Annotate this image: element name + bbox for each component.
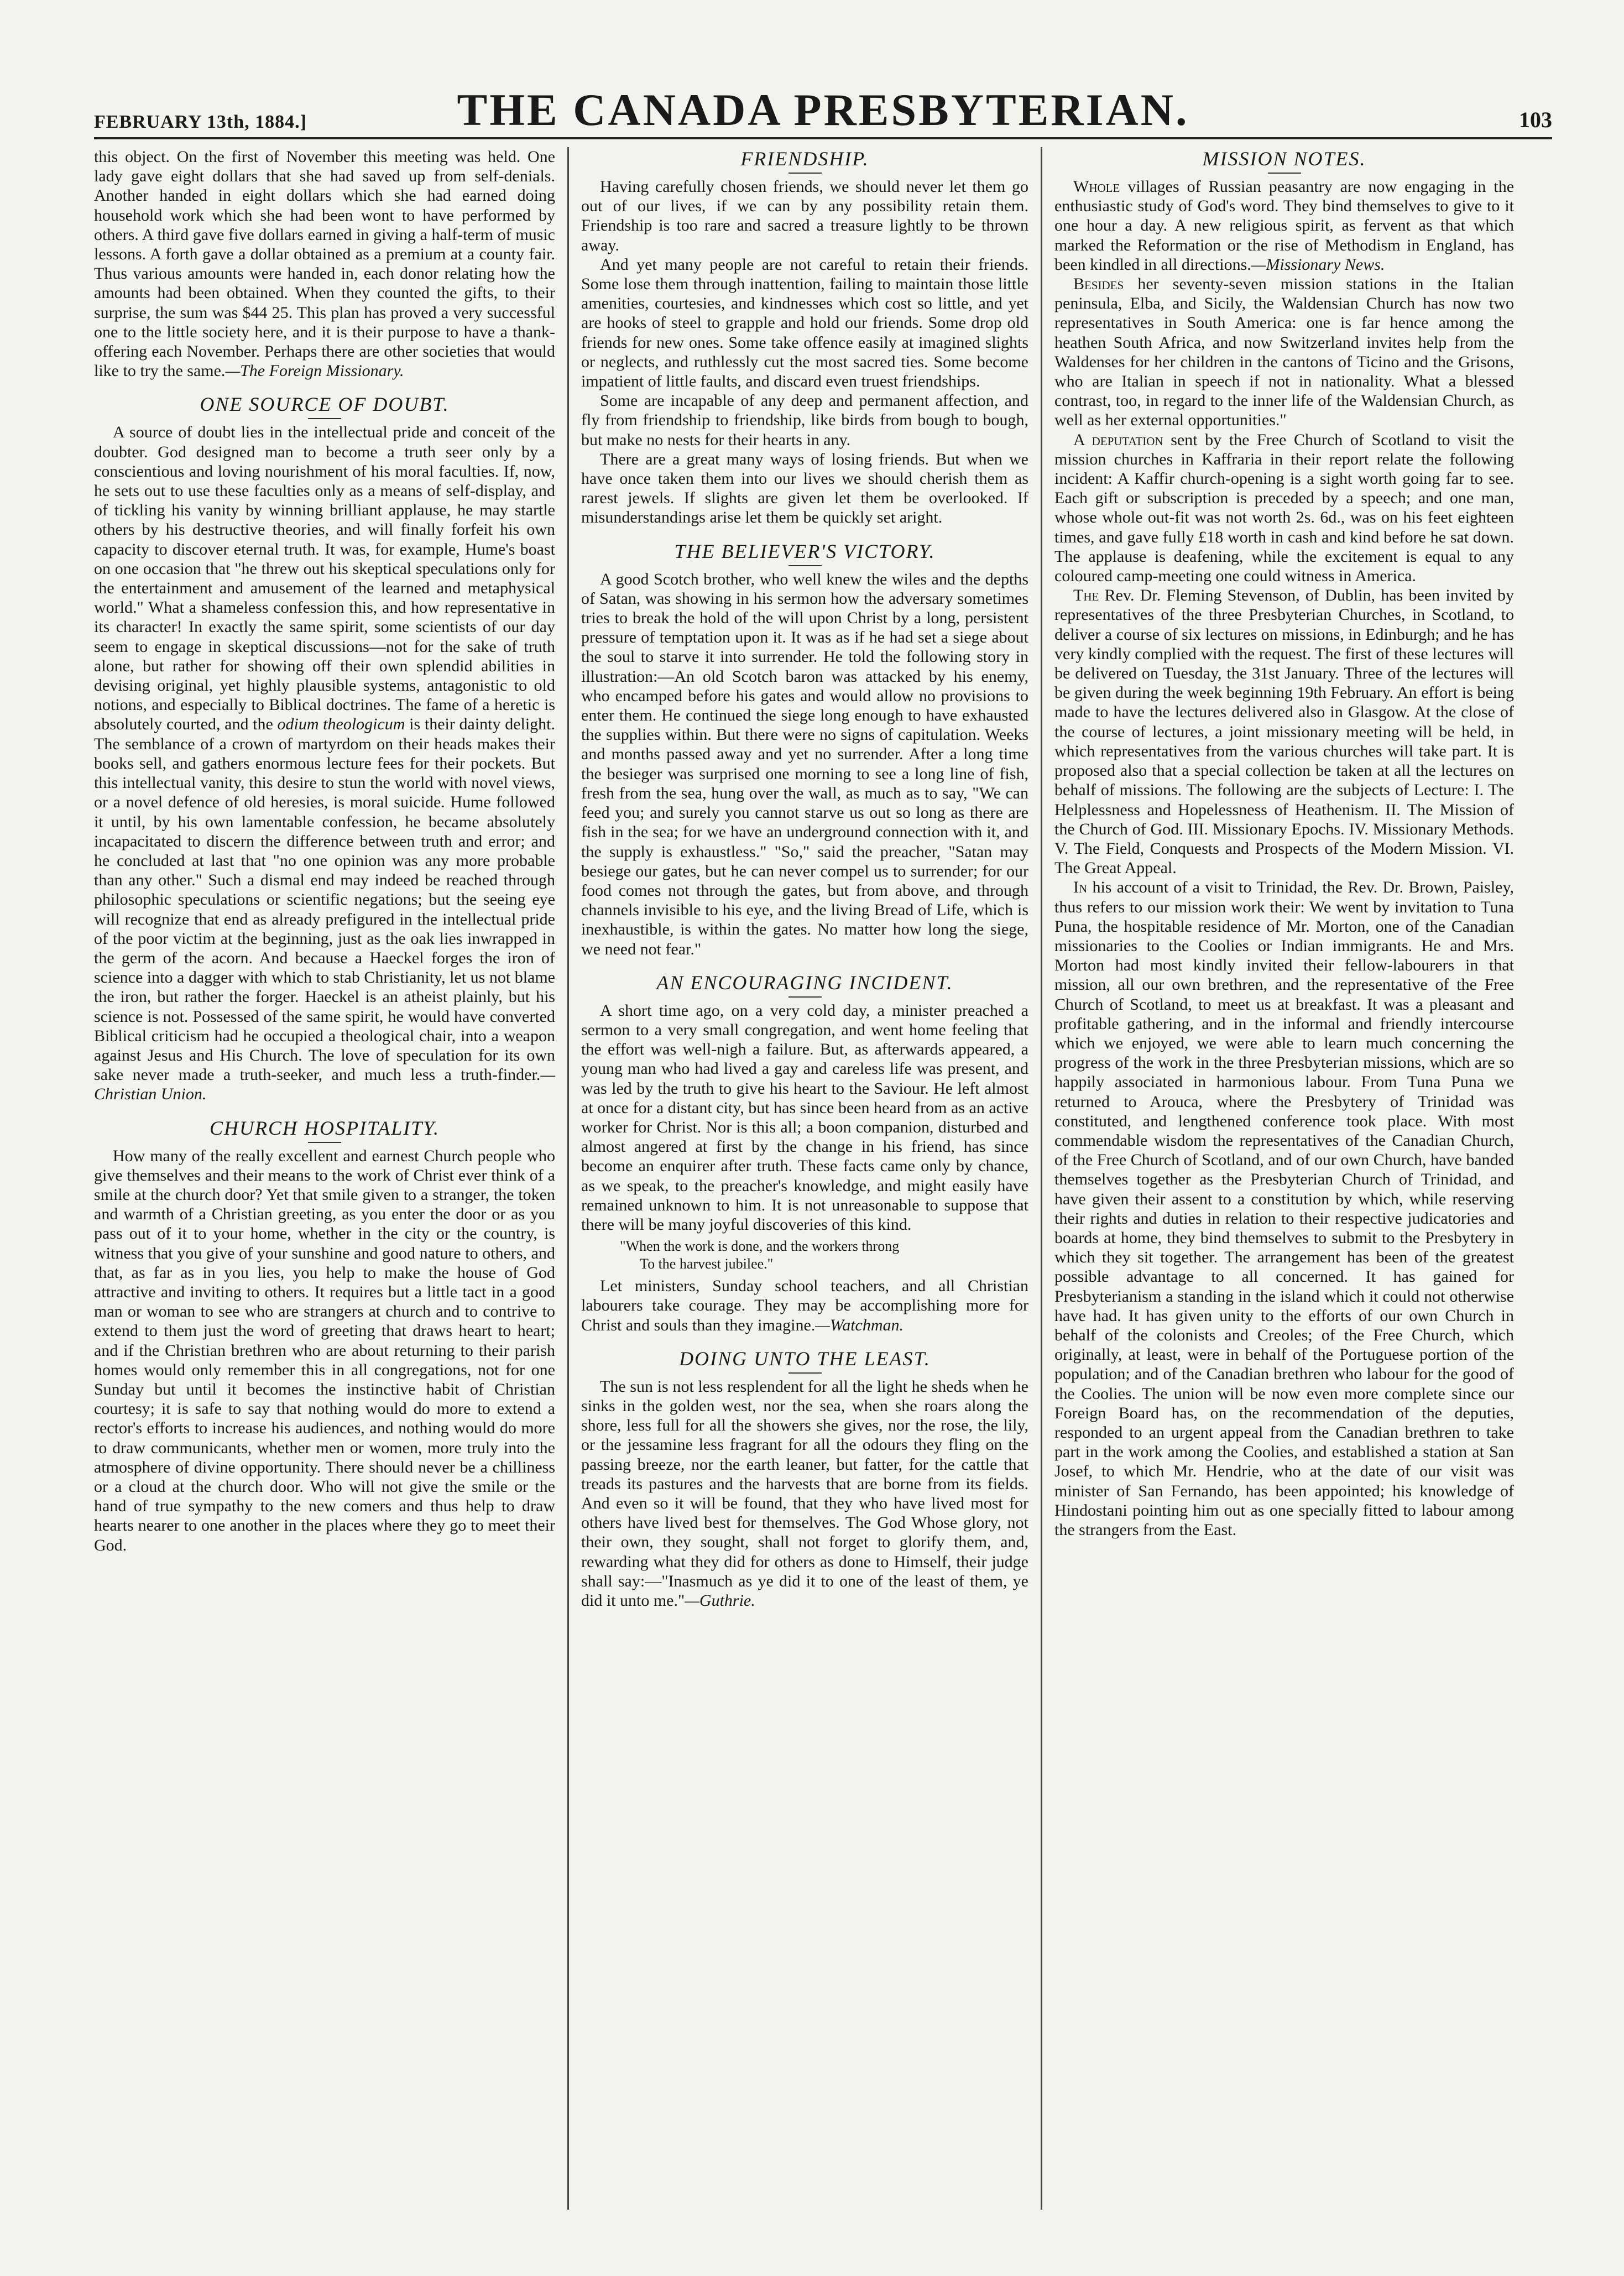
title-rule: [788, 1372, 822, 1374]
article-title-incident: AN ENCOURAGING INCIDENT.: [656, 971, 953, 994]
paragraph: There are a great many ways of losing friends. But when we have once taken them into our lives we should cherish them as rarest jewels. If slights are given let them be overlooked. If misunderstandings arise let them be quickly set aright.: [581, 450, 1028, 527]
source-credit: —Watchman.: [815, 1316, 904, 1334]
source-credit: —Missionary News.: [1251, 255, 1385, 274]
article-title-friendship: FRIENDSHIP.: [740, 148, 869, 170]
quoted-verse: "When the work is done, and the workers throng To the harvest jubilee.": [620, 1238, 900, 1272]
article-title-hospitality: CHURCH HOSPITALITY.: [209, 1116, 440, 1139]
article-body-hospitality: How many of the really excellent and earnest Church people who give themselves and their means to the work of Christ ever think of a smile at the church door? Yet that smile given to a stranger, the token and warmth of a Christian greeting, as you enter the door or as you pass out of it to your home, whether in the city or the country, is witness that you give of your sunshine and good nature to others, and that, as far as in you lies, you help to make the house of God attractive and inviting to others. It requires but a little tact in a good man or woman to see who are strangers at church and to contrive to extend to them just the word of greeting that draws heart to heart; and if the Christian brethren who are about returning to their parish homes would only remember this in all congregations, not for one Sunday but until it becomes the instinctive habit of Christian courtesy; it is safe to say that nothing would do more to extend a rector's efforts to increase his audiences, and nothing would do more to draw communicants, whether men or women, more truly into the atmosphere of divine opportunity. There should never be a chilliness or a cloud at the church door. Who will not give the smile or the hand of true sympathy to the new comers and thus help to draw hearts nearer to one another in the places where they go to meet their God.: [94, 1146, 555, 1554]
column-1: [94, 147, 567, 2210]
paragraph: Let ministers, Sunday school teachers, and all Christian labourers take courage. They may be accomplishing more for Christ and souls than they imagine.—Watchman.: [581, 1277, 1028, 1334]
source-credit: —Guthrie.: [685, 1591, 755, 1610]
mission-note: Whole villages of Russian peasantry are now engaging in the enthusiastic study of God's word. They bind themselves to give to it one hour a day. A new religious spirit, as fervent as that which marked the Reformation or the rise of Methodism in England, has been kindled in all directions.—Missionary News.: [1054, 178, 1514, 274]
paragraph: Having carefully chosen friends, we should never let them go out of our lives, if we can by any possibility retain them. Friendship is too rare and sacred a treasure lightly to be thrown away.: [581, 178, 1028, 254]
title-rule: [788, 173, 822, 174]
title-rule: [788, 996, 822, 998]
title-rule: [308, 418, 341, 419]
mission-note: A deputation sent by the Free Church of Scotland to visit the mission churches in Kaffraria in their report relate the following incident: A Kaffir church-opening is a sight worth going far to see. Each gift or subscription is preceded by a speech; and one man, whose whole out-fit was not worth 2s. 6d., was on his feet eighteen times, and gave fully £18 worth in cash and kind before he sat down. The applause is deafening, while the excitement is equal to any coloured camp-meeting one could witness in America.: [1054, 430, 1514, 586]
title-rule: [788, 565, 822, 566]
source-credit: —The Foreign Missionary.: [225, 362, 404, 380]
paragraph: And yet many people are not careful to retain their friends. Some lose them through inattention, failing to maintain those little amenities, courtesies, and kindnesses which cost so little, and yet are hooks of steel to grapple and hold our friends. Some drop old friends for new ones. Some take offence easily at imagined slights or neglects, and ruthlessly cut the most sacred ties. Some become impatient of little faults, and discard even truest friendships.: [581, 255, 1028, 391]
paragraph: The sun is not less resplendent for all the light he sheds when he sinks in the golden west, nor the sea, when she roars along the shore, less full for all the showers she gives, nor the rose, the lily, or the jessamine less fragrant for all the odours they fling on the passing breeze, nor the earth leaner, but fatter, for the cattle that treads its pastures and the harvests that are borne from its fields. And even so it will be found, that they who have lived most for others have lived best for themselves. The God Whose glory, not their own, they sought, shall not forget to glorify them, and, rewarding what they did for others as done to Himself, their judge shall say:—"Inasmuch as ye did it to one of the least of them, ye did it unto me."—Guthrie.: [581, 1377, 1028, 1610]
masthead: [94, 83, 1552, 139]
mission-note: In his account of a visit to Trinidad, the Rev. Dr. Brown, Paisley, thus refers to our mission work their: We went by invitation to Tuna Puna, the hospitable residence of Mr. Morton, one of the Canadian missionaries to the Coolies or Indian immigrants. He and Mrs. Morton had most kindly invited their fellow-labourers in that mission, all our own brethren, and the representative of the Free Church of Scotland, to meet us at breakfast. It was a pleasant and profitable gathering, and in the informal and friendly intercourse which we enjoyed, we were able to learn much concerning the progress of the work in the three Presbyterian missions, which are so happily associated in harmonious labour. From Tuna Puna we returned to Arouca, where the Presbytery of Trinidad was constituted, and lengthened conference took place. With most commendable wisdom the representatives of the Canadian Church, of the Free Church of Scotland, and of our own Church, have banded themselves together as the Presbyterian Church of Trinidad, and have given their assent to a constitution by which, while reserving their rights and duties in relation to their respective judicatories and boards at home, they bind themselves to submit to the Presbytery in which they sit together. The arrangement has been of the greatest possible advantage to all concerned. It has gained for Presbyterianism a standing in the island which it could not otherwise have had. It has given unity to the efforts of our own Church in behalf of the colonists and Creoles; of the Free Church, which originally, at least, were in behalf of the Portuguese portion of the population; and of the Canadian brethren who labour for the good of the Coolies. The union will be now even more complete since our Foreign Board has, on the recommendation of the deputies, responded to an urgent appeal from the Canadian brethren to take part in the work among the Coolies, and established a station at San Josef, to which Mr. Hendrie, who at the date of our visit was minister of San Fernando, has been appointed; his knowledge of Hindostani pointing him out as one specially fitted to labour among the strangers from the East.: [1054, 878, 1514, 1539]
newspaper-title: THE CANADA PRESBYTERIAN.: [457, 85, 1189, 135]
article-continuation: this object. On the first of November this meeting was held. One lady gave eight dollars that she had saved up from self-denials. Another handed in eight dollars which she had earned doing household work which she had been wont to have performed by others. A third gave five dollars earned in giving a half-term of music lessons. A forth gave a dollar obtained as a premium at a county fair. Thus various amounts were handed in, each donor relating how the amounts had been obtained. When they counted the gifts, to their surprise, the sum was $44 25. This plan has proved a very successful one to the little society here, and it is their purpose to have a thank-offering each November. Perhaps there are other societies that would like to try the same.—The Foreign Missionary.: [94, 148, 555, 380]
article-body-doubt: A source of doubt lies in the intellectual pride and conceit of the doubter. God designed man to become a truth seer only by a conscientious and loving nourishment of his moral faculties. If, now, he sets out to use these faculties only as a means of self-display, and of tickling his vanity by winning brilliant applause, he may startle others by his destructive theories, and will finally forfeit his own capacity to discover eternal truth. It was, for example, Hume's boast on one occasion that "he threw out his skeptical speculations only for the entertainment and amusement of the learned and metaphysical world." What a shameless confession this, and how representative in its character! In exactly the same spirit, some scientists of our day seem to engage in skeptical discussions—not for the sake of truth alone, but rather for showing off their own splendid abilities in devising original, yet highly plausible systems, antagonistic to old notions, and especially to Biblical doctrines. The fame of a heretic is absolutely courted, and the odium theologicum is their dainty delight. The semblance of a crown of martyrdom on their heads makes their books sell, and gathers enormous lecture fees for their pockets. But this intellectual vanity, this desire to stun the world with novel views, or a novel defence of old heresies, is moral suicide. Hume followed it until, by his own lamentable confession, he became absolutely incapacitated to discern the difference between truth and error; and he concluded at last that "no one opinion was any more probable than any other." Such a dismal end may indeed be reached through philosophic speculations or scientific negations; but the seeing eye will recognize that end as already prefigured in the intellectual pride of the poor victim at the beginning, just as the oak lies inwrapped in the germ of the acorn. And because a Haeckel forges the iron of science into a dagger with which to stab Christianity, let us not blame the iron, but rather the forger. Haeckel is an atheist plainly, but his science is not. Possessed of the same spirit, he would have converted Biblical criticism had he occupied a theological chair, into a weapon against Jesus and His Church. The love of speculation for its own sake never made a truth-seeker, and much less a truth-finder.—Christian Union.: [94, 423, 556, 1104]
column-3: [1041, 147, 1514, 2210]
title-rule: [1268, 173, 1301, 174]
mission-note: The Rev. Dr. Fleming Stevenson, of Dublin, has been invited by representatives of the three Presbyterian Churches, in Scotland, to deliver a course of six lectures on missions, in Edinburgh; and he has very kindly complied with the request. The first of these lectures will be delivered on Tuesday, the 31st January. Three of the lectures will be given during the week beginning 19th February. An effort is being made to have the lectures delivered also in Glasgow. At the close of the course of lectures, a joint missionary meeting will be held, in which representatives from the various churches will take part. It is proposed also that a special collection be taken at all the lectures on behalf of missions. The following are the subjects of Lecture: I. The Helplessness and Hopelessness of Heathenism. II. The Mission of the Church of God. III. Missionary Epochs. IV. Missionary Methods. V. The Field, Conquests and Prospects of the Modern Mission. VI. The Great Appeal.: [1054, 586, 1514, 878]
column-2: [567, 147, 1041, 2210]
columns: [94, 147, 1552, 2210]
title-rule: [308, 1142, 341, 1143]
article-title-victory: THE BELIEVER'S VICTORY.: [674, 540, 936, 562]
article-title-least: DOING UNTO THE LEAST.: [679, 1347, 931, 1370]
mission-note: Besides her seventy-seven mission stations in the Italian peninsula, Elba, and Sicily, the Waldensian Church has now two representatives in South America: one is far hence among the heathen South Africa, and now Switzerland invites help from the Waldenses for her children in the cantons of Ticino and the Grisons, who are Italian in speech if not in nationality. What a blessed contrast, too, in regard to the inner life of the Waldensian Church, as well as her external opportunities.": [1054, 275, 1514, 430]
article-title-mission-notes: MISSION NOTES.: [1202, 148, 1366, 170]
paragraph: A good Scotch brother, who well knew the wiles and the depths of Satan, was showing in his sermon how the adversary sometimes tries to break the hold of the will upon Christ by a long, persistent pressure of temptation upon it. It was as if he had set a siege about the soul to starve it into surrender. He told the following story in illustration:—An old Scotch baron was attacked by his enemy, who encamped before his gates and would allow no provisions to enter them. He continued the siege long enough to have exhausted the supplies within. But there were no signs of capitulation. Weeks and months passed away and yet no surrender. After a long time the besieger was surprised one morning to see a long line of fish, fresh from the sea, hung over the wall, as much as to say, "We can feed you; and surely you cannot starve us out so long as there are fish in the sea; for we have an underground connection with it, and the supply is exhaustless." "So," said the preacher, "Satan may besiege our gates, but he can never compel us to surrender; for our food comes not through the gates, but from above, and through channels invisible to his eye, and the living Bread of Life, which is inexhaustible, is within the gates. No matter how long the siege, we need not fear.": [581, 570, 1028, 958]
paragraph: A short time ago, on a very cold day, a minister preached a sermon to a very small congregation, and went home feeling that the effort was well-nigh a failure. But, as afterwards appeared, a young man who had lived a gay and careless life was present, and was led by the truth to give his heart to the Saviour. He left almost at once for a distant city, but has since been heard from as an active worker for Christ. Nor is this all; a boon companion, disturbed and almost angered at first by the change in his friend, has since become an enquirer after truth. These facts came only by chance, as we speak, to the preacher's knowledge, and might easily have remained unknown to him. It is not unreasonable to suppose that there will be many joyful discoveries of this kind.: [581, 1001, 1028, 1234]
paragraph: Some are incapable of any deep and permanent affection, and fly from friendship to friendship, like birds from bough to bough, but make no nests for their hearts in any.: [581, 391, 1028, 449]
source-credit: —Christian Union.: [94, 1066, 555, 1104]
issue-date: FEBRUARY 13th, 1884.]: [94, 112, 307, 132]
article-title-doubt: ONE SOURCE OF DOUBT.: [200, 393, 450, 416]
page-number: 103: [1519, 107, 1552, 132]
